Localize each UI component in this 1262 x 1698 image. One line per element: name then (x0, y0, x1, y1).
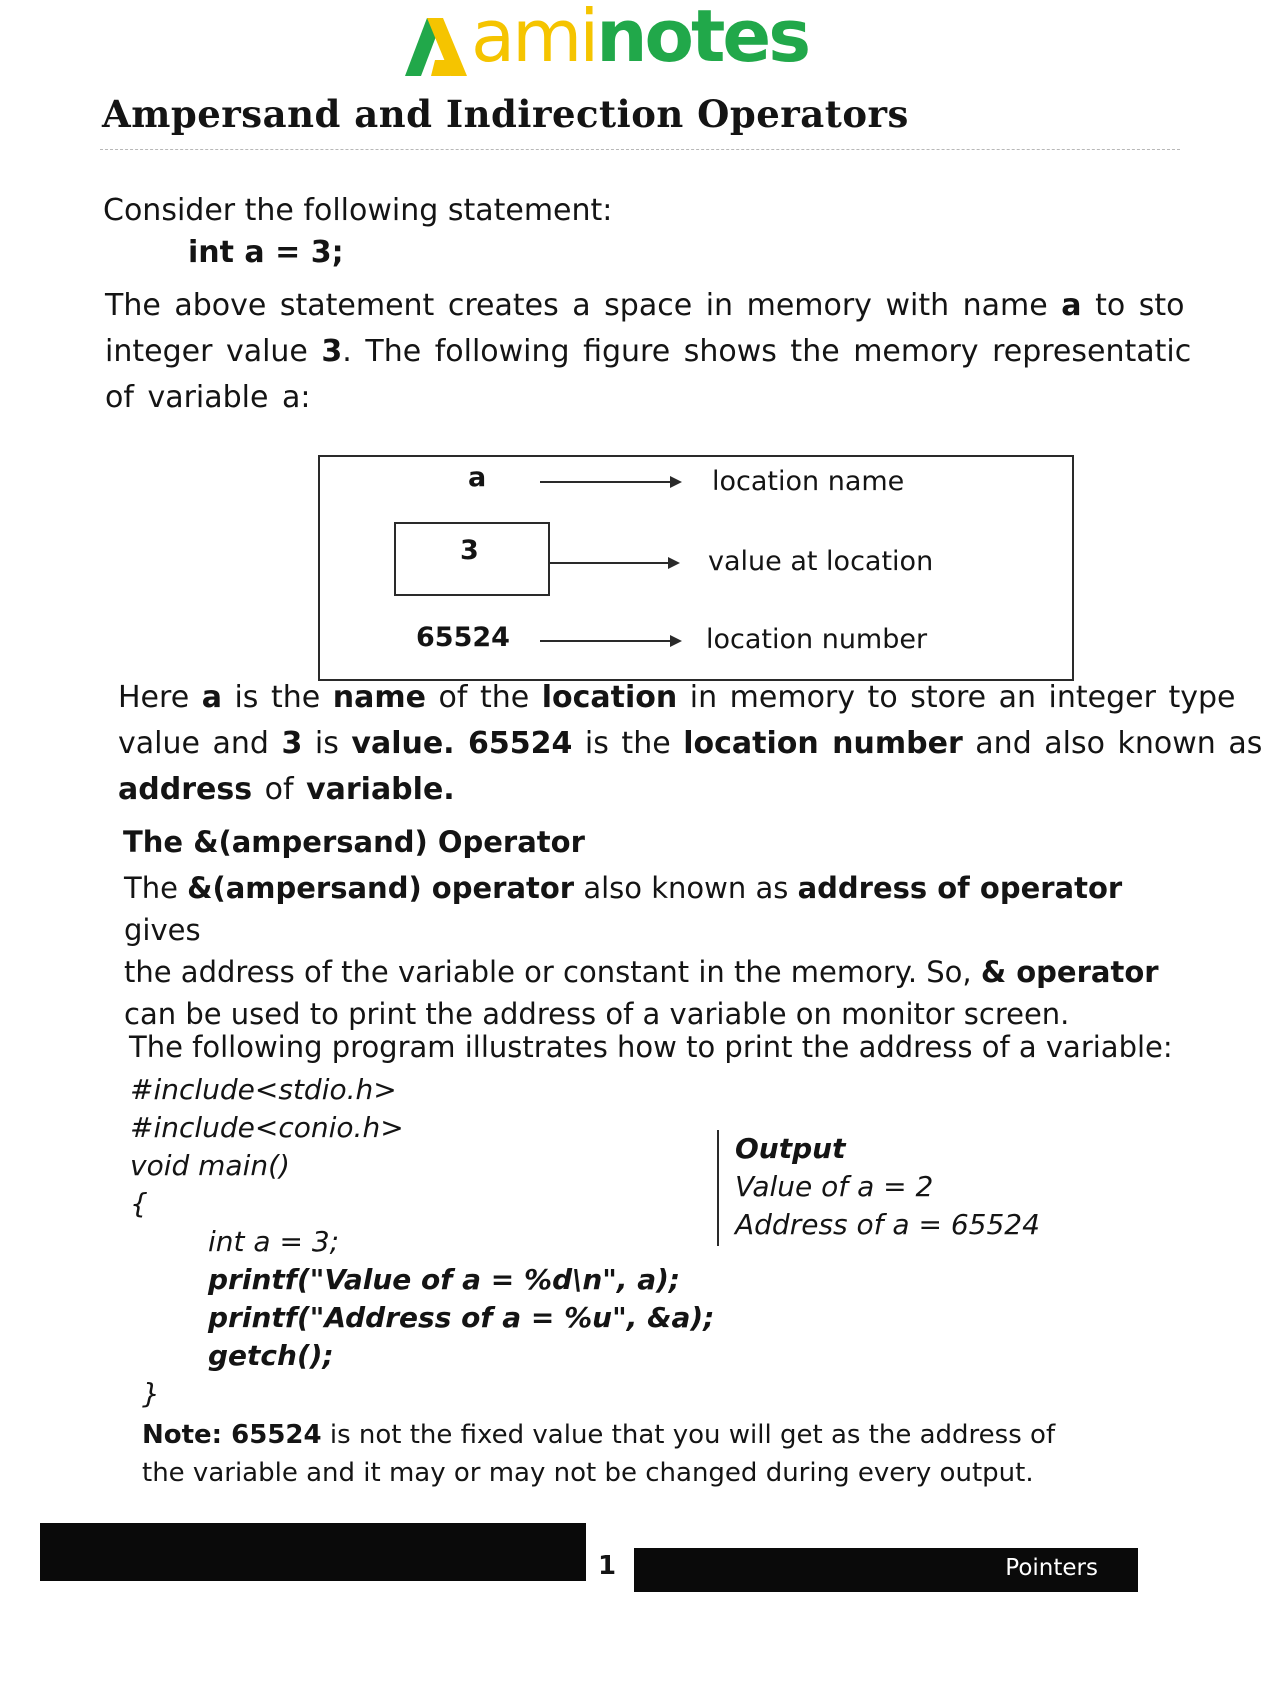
code-body (130, 1223, 714, 1375)
program-intro: The following program illustrates how to print the address of a variable: (129, 1030, 1173, 1064)
amp-line-2: the address of the variable or constant in the memory. So, & operator (124, 955, 1159, 989)
code-line: #include<stdio.h> (130, 1073, 397, 1106)
title-divider (100, 149, 1180, 150)
explain-line-3: address of variable. (118, 772, 455, 807)
logo-a-mark-icon (405, 8, 475, 88)
output-title: Output (735, 1132, 846, 1165)
page-title: Ampersand and Indirection Operators (102, 92, 909, 136)
output-line-2: Address of a = 65524 (735, 1208, 1040, 1241)
figure-label-value: value at location (708, 546, 934, 577)
figure-cell-value: 3 (460, 535, 479, 566)
figure-address-value: 65524 (416, 622, 510, 653)
code-line: int a = 3; (208, 1225, 340, 1258)
code-line: getch(); (208, 1339, 334, 1372)
arrow-to-location-number (540, 640, 680, 642)
arrow-to-value (548, 562, 678, 564)
output-line-1: Value of a = 2 (735, 1170, 934, 1203)
intro-line-2: integer value 3. The following figure shows the memory representatic (105, 334, 1192, 369)
figure-label-location-name: location name (712, 466, 905, 497)
note-line-2: the variable and it may or may not be changed during every output. (142, 1458, 1034, 1488)
amp-line-1: The &(ampersand) operator also known as address of operator gives (124, 871, 1123, 947)
page-number: 1 (598, 1551, 617, 1581)
amp-line-3: can be used to print the address of a variable on monitor screen. (124, 997, 1070, 1031)
note-line-1: Note: 65524 is not the fixed value that you will get as the address of (142, 1420, 1056, 1450)
footer-bar-right (634, 1548, 1138, 1592)
statement-code: int a = 3; (188, 235, 344, 270)
footer-section-label: Pointers (1005, 1555, 1098, 1581)
logo-part-am: ami (471, 0, 597, 78)
intro-line-3: of variable a: (105, 380, 311, 415)
consider-text: Consider the following statement: (103, 193, 613, 228)
figure-location-name-value: a (468, 462, 487, 493)
code-line: printf("Value of a = %d\n", a); (208, 1263, 681, 1296)
explanation-paragraph (118, 675, 1262, 813)
intro-paragraph (105, 283, 1191, 421)
figure-label-location-number: location number (706, 624, 928, 655)
logo-part-notes: notes (596, 0, 809, 78)
note (142, 1416, 1055, 1492)
code-line: #include<conio.h> (130, 1111, 404, 1144)
arrow-to-location-name (540, 481, 680, 483)
explain-line-1: Here a is the name of the location in memory to store an integer type (118, 680, 1236, 715)
code-line: } (142, 1377, 160, 1410)
logo-wordmark (471, 0, 808, 76)
code-line: void main() (130, 1149, 290, 1182)
intro-line-1: The above statement creates a space in memory with name a to sto (105, 288, 1185, 323)
code-line: { (130, 1187, 148, 1220)
aminotes-logo (405, 0, 809, 82)
footer-bar-left (40, 1523, 586, 1581)
program-code (130, 1071, 714, 1413)
ampersand-paragraph (124, 867, 1200, 1035)
ampersand-heading: The &(ampersand) Operator (123, 825, 585, 859)
output-box (717, 1130, 1040, 1246)
explain-line-2: value and 3 is value. 65524 is the location number and also known as (118, 726, 1262, 761)
code-line: printf("Address of a = %u", &a); (208, 1301, 715, 1334)
